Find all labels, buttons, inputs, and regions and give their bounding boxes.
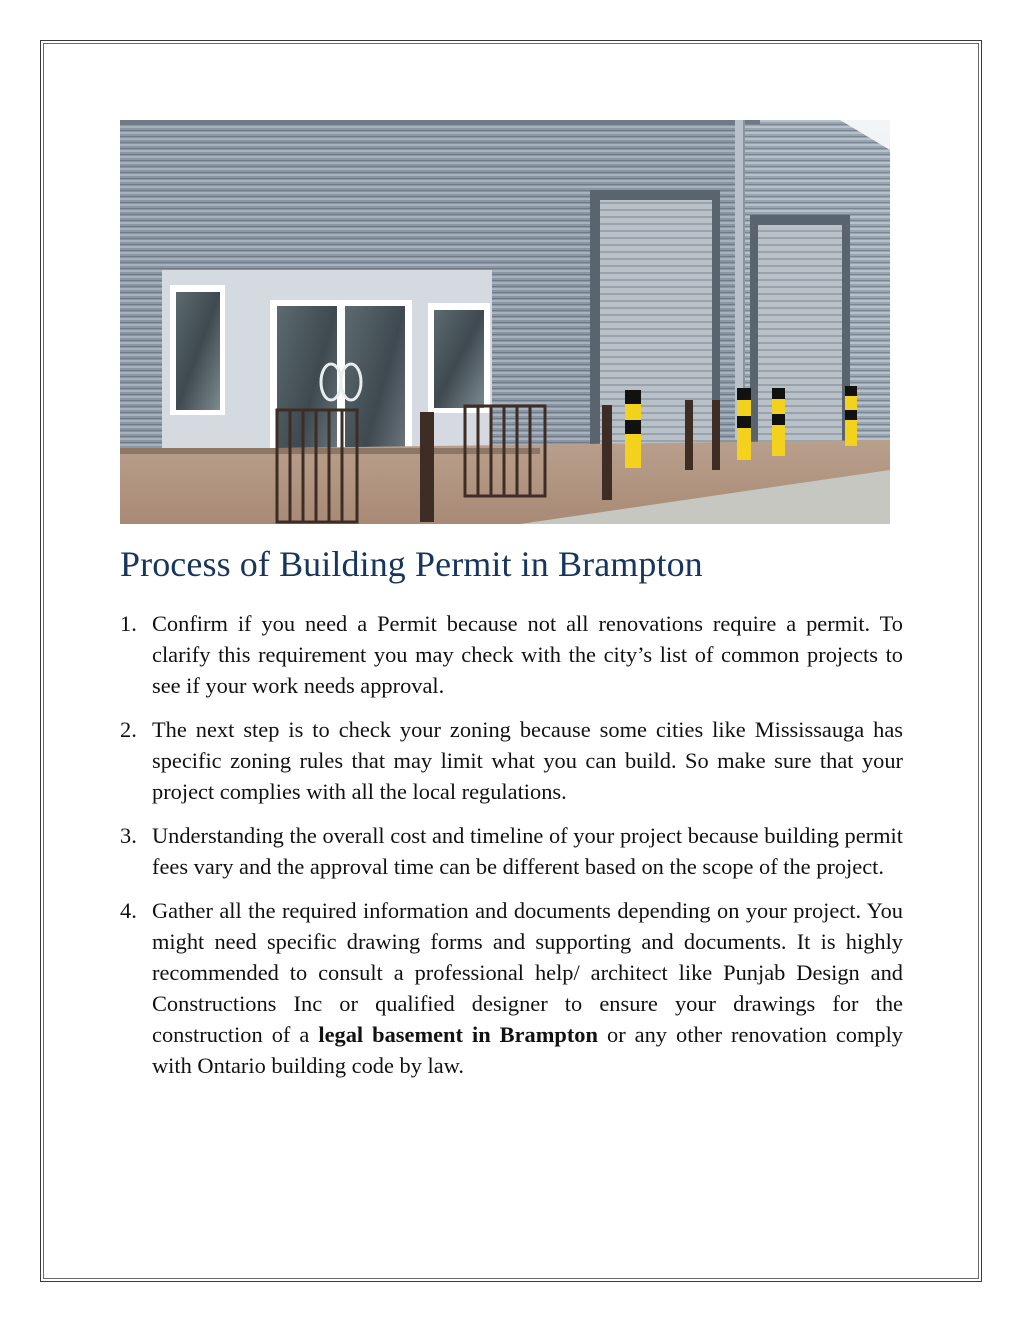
list-item-text: Confirm if you need a Permit because not all renovations require a permit. To clarify this requirement you may check with the city’s list of common projects to see if your work needs approval. (152, 611, 903, 698)
list-item-number: 3. (120, 823, 137, 848)
list-item (120, 895, 903, 1081)
list-item-text: Understanding the overall cost and timeline of your project because building permit fees vary and the approval time can be different based on the scope of the project. (152, 823, 903, 879)
building-photo (120, 120, 890, 524)
list-item-number: 4. (120, 898, 137, 923)
list-item-number: 2. (120, 717, 137, 742)
list-item-text: The next step is to check your zoning because some cities like Mississauga has specific zoning rules that may limit what you can build. So make sure that your project complies with all the local regulations. (152, 717, 903, 804)
list-item-text-before: Gather all the required information and documents depending on your project. You might need specific drawing forms and supporting and documents. It is highly recommended to consult a professional help/ architect like Punjab Design and Constructions Inc or qualified designer to ensure your drawings for the construction of a (152, 898, 903, 1047)
list-item-text-after: or any other renovation comply with Ontario building code by law. (152, 1022, 903, 1078)
list-item-text (152, 898, 903, 1078)
list-item-number: 1. (120, 611, 137, 636)
legal-basement-link-text: legal basement in Brampton (318, 1022, 598, 1047)
list-item (120, 714, 903, 807)
list-item (120, 820, 903, 882)
page-heading: Process of Building Permit in Brampton (120, 544, 703, 584)
steps-list (120, 608, 903, 1094)
list-item (120, 608, 903, 701)
